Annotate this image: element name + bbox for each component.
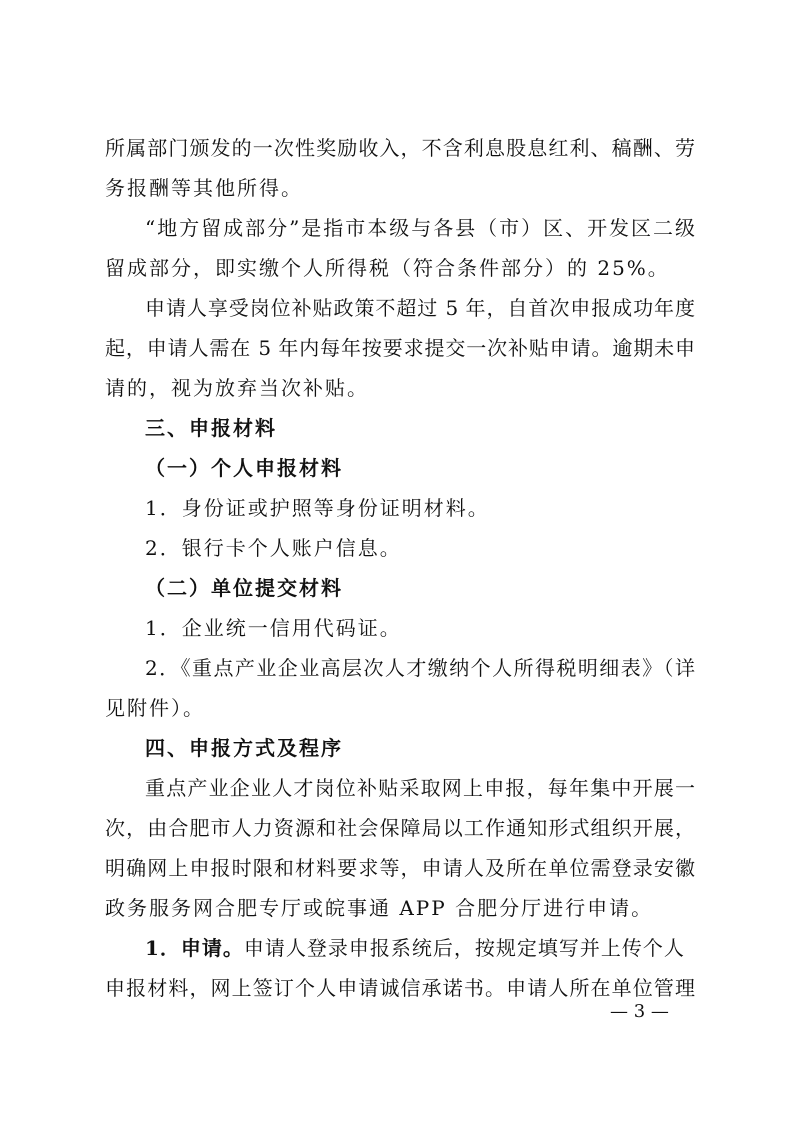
subsection-heading: （一）个人申报材料 <box>145 456 343 480</box>
text-line <box>145 934 695 962</box>
subsection-heading: （二）单位提交材料 <box>145 576 343 600</box>
text-line: 务报酬等其他所得。 <box>105 176 303 200</box>
list-item: 1．企业统一信用代码证。 <box>145 616 402 640</box>
text-line: 次，由合肥市人力资源和社会保障局以工作通知形式组织开展， <box>105 816 695 840</box>
text-line: 政务服务网合肥专厅或皖事通 APP 合肥分厅进行申请。 <box>105 896 654 920</box>
page-number: — 3 — <box>610 1001 669 1022</box>
list-item: 1．身份证或护照等身份证明材料。 <box>145 496 490 520</box>
text-line: 起，申请人需在 5 年内每年按要求提交一次补贴申请。逾期未申 <box>105 336 695 360</box>
list-item: 2．银行卡个人账户信息。 <box>145 536 402 560</box>
section-heading: 三、申报材料 <box>145 416 277 440</box>
text-line: 请的，视为放弃当次补贴。 <box>105 376 369 400</box>
text-line: “地方留成部分”是指市本级与各县（市）区、开发区二级 <box>145 216 695 240</box>
text-line: 见附件）。 <box>105 696 205 720</box>
text-line: 申报材料，网上签订个人申请诚信承诺书。申请人所在单位管理 <box>105 976 695 1000</box>
step-lead: 1．申请。 <box>145 936 244 960</box>
list-item: 2．《重点产业企业高层次人才缴纳个人所得税明细表》（详 <box>145 656 695 680</box>
text-line: 留成部分，即实缴个人所得税（符合条件部分）的 25%。 <box>105 256 670 280</box>
text-line: 所属部门颁发的一次性奖励收入，不含利息股息红利、稿酬、劳 <box>105 136 695 160</box>
step-text: 申请人登录申报系统后，按规定填写并上传个人 <box>243 936 685 960</box>
text-line: 重点产业企业人才岗位补贴采取网上申报，每年集中开展一 <box>145 776 695 800</box>
section-heading: 四、申报方式及程序 <box>145 736 343 760</box>
text-line: 明确网上申报时限和材料要求等，申请人及所在单位需登录安徽 <box>105 856 695 880</box>
text-line: 申请人享受岗位补贴政策不超过 5 年，自首次申报成功年度 <box>145 296 695 320</box>
